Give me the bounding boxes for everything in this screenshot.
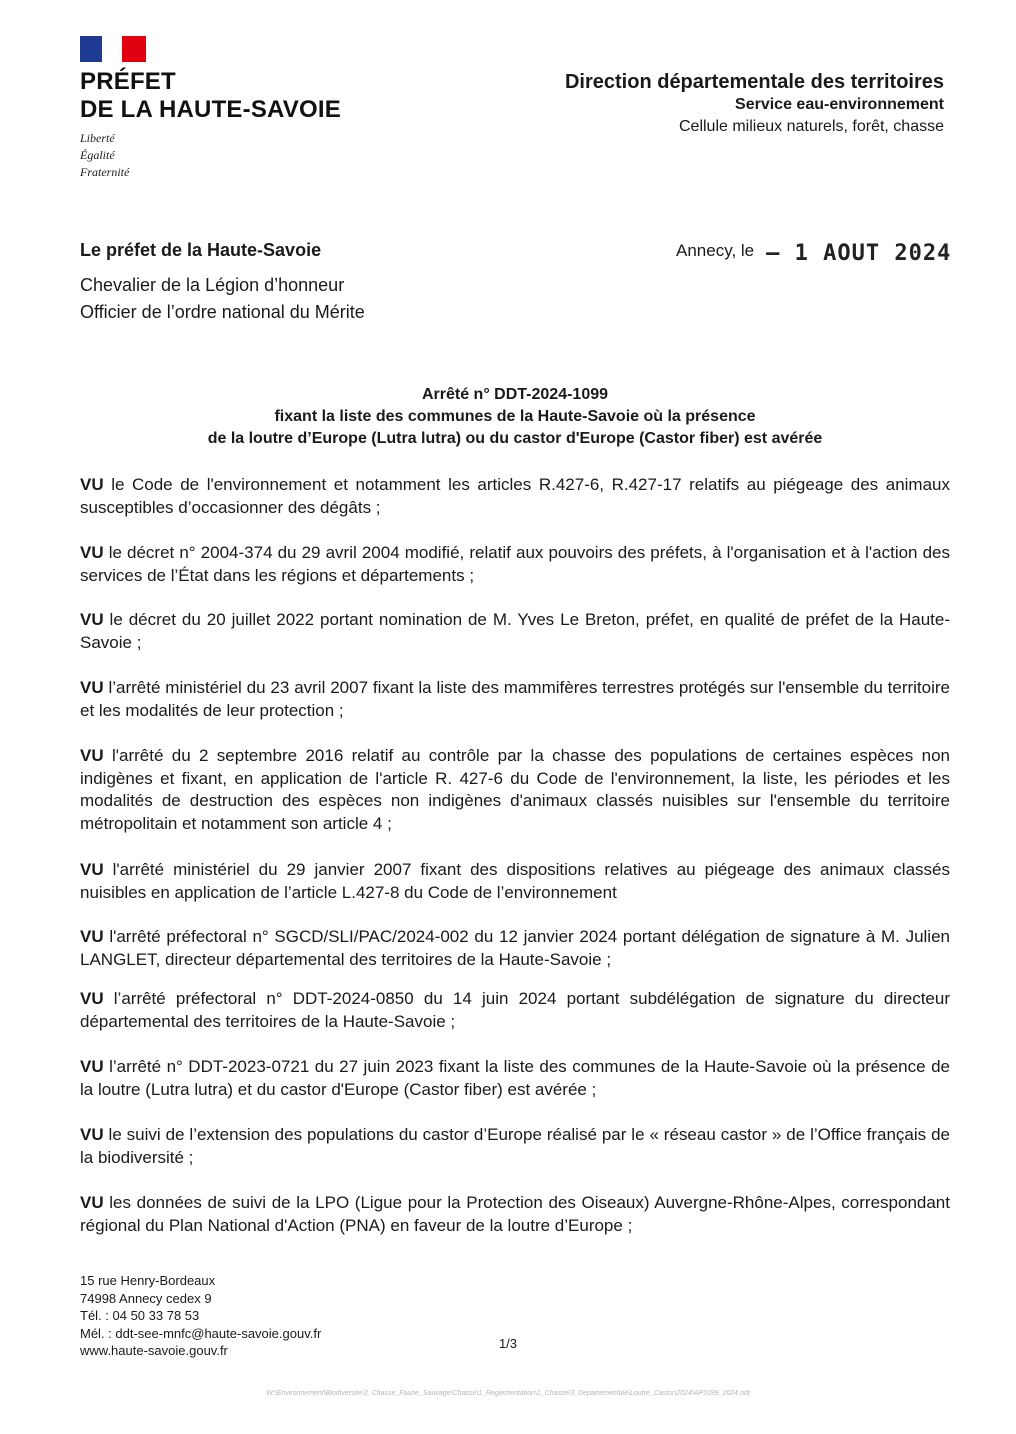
visa-paragraph bbox=[80, 609, 950, 654]
vu-keyword: VU bbox=[80, 678, 104, 697]
visa-text: le Code de l'environnement et notamment les articles R.427-6, R.427-17 relatifs au piégeage des animaux susceptibles d’occasionner des dégâts ; bbox=[80, 475, 950, 517]
arrete-number: Arrêté n° DDT-2024-1099 bbox=[421, 386, 609, 403]
visa-text: les données de suivi de la LPO (Ligue pour la Protection des Oiseaux) Auvergne-Rhône-Alpes, correspondant régional du Plan National d'Action (PNA) en faveur de la loutre d’Europe ; bbox=[80, 1193, 950, 1235]
visa-text: le décret n° 2004-374 du 29 avril 2004 modifié, relatif aux pouvoirs des préfets, à l'organisation et à l'action des services de l’État dans les régions et départements ; bbox=[80, 543, 950, 585]
visa-paragraph bbox=[80, 745, 950, 835]
visa-text: l'arrêté préfectoral n° SGCD/SLI/PAC/2024-002 du 12 janvier 2024 portant délégation de signature à M. Julien LANGLET, directeur départemental des territoires de la Haute-Savoie ; bbox=[80, 927, 950, 969]
date-stamp: – 1 AOUT 2024 bbox=[766, 241, 952, 266]
motto-egalite: Égalité bbox=[80, 148, 115, 162]
vu-keyword: VU bbox=[80, 475, 104, 494]
visa-paragraph bbox=[80, 926, 950, 971]
motto bbox=[80, 130, 341, 181]
vu-keyword: VU bbox=[80, 746, 104, 765]
visa-paragraph bbox=[80, 859, 950, 904]
signatory-title: Le préfet de la Haute-Savoie bbox=[80, 240, 322, 260]
visa-paragraph bbox=[80, 474, 950, 519]
visa-text: le décret du 20 juillet 2022 portant nomination de M. Yves Le Breton, préfet, en qualité de préfet de la Haute-Savoie ; bbox=[80, 610, 950, 652]
direction-title: Direction départementale des territoires bbox=[564, 71, 944, 93]
signatory-block bbox=[80, 238, 365, 326]
vu-keyword: VU bbox=[80, 1057, 104, 1076]
vu-keyword: VU bbox=[80, 860, 104, 879]
footer-website: www.haute-savoie.gouv.fr bbox=[80, 1343, 228, 1358]
visa-text: l'arrêté ministériel du 29 janvier 2007 fixant des dispositions relatives au piégeage des animaux classés nuisibles en application de l’article L.427-8 du Code de l’environnement bbox=[80, 860, 950, 902]
vu-keyword: VU bbox=[80, 989, 104, 1008]
arrete-title-line: de la loutre d’Europe (Lutra lutra) ou du castor d'Europe (Castor fiber) est avérée bbox=[207, 430, 823, 447]
visa-text: l’arrêté n° DDT-2023-0721 du 27 juin 2023 fixant la liste des communes de la Haute-Savoie où la présence de la loutre (Lutra lutra) et du castor d'Europe (Castor fiber) est avérée ; bbox=[80, 1057, 950, 1099]
signatory-honor: Chevalier de la Légion d’honneur bbox=[80, 275, 345, 295]
visa-paragraph bbox=[80, 1056, 950, 1101]
prefecture-name-line2: DE LA HAUTE-SAVOIE bbox=[80, 96, 341, 123]
visa-text: l'arrêté du 2 septembre 2016 relatif au contrôle par la chasse des populations de certaines espèces non indigènes et fixant, en application de l'article R. 427-6 du Code de l'environnement, la liste, les périodes et les modalités de destruction des espèces non indigènes d'animaux classés nuisibles sur l'ensemble du territoire métropolitain et notamment son article 4 ; bbox=[80, 746, 950, 833]
motto-liberte: Liberté bbox=[80, 131, 115, 145]
signatory-honor: Officier de l’ordre national du Mérite bbox=[80, 302, 365, 322]
footer-address: 15 rue Henry-Bordeaux bbox=[80, 1273, 216, 1288]
dateline-label: Annecy, le bbox=[676, 241, 755, 260]
service-name: Service eau-environnement bbox=[735, 96, 944, 113]
prefecture-name bbox=[80, 68, 341, 124]
footer-phone: Tél. : 04 50 33 78 53 bbox=[80, 1308, 200, 1323]
vu-keyword: VU bbox=[80, 610, 104, 629]
file-path: W:\Environnement\Biodiversite\3_Chasse_Faune_Sauvage\Chasse\1_Reglementation\1_Chasse\3_Departementale\Loutre_Castor\2024\AP1099_2024.odt bbox=[266, 1390, 750, 1397]
visa-text: le suivi de l’extension des populations du castor d’Europe réalisé par le « réseau castor » de l’Office français de la biodiversité ; bbox=[80, 1125, 950, 1167]
footer-email: Mél. : ddt-see-mnfc@haute-savoie.gouv.fr bbox=[80, 1325, 322, 1341]
republic-logo bbox=[80, 36, 341, 181]
arrete-title-line: fixant la liste des communes de la Haute-Savoie où la présence bbox=[274, 408, 756, 425]
issuing-service bbox=[565, 70, 944, 138]
visa-paragraph bbox=[80, 1124, 950, 1169]
vu-keyword: VU bbox=[80, 543, 104, 562]
dateline bbox=[676, 238, 952, 266]
visa-text: l’arrêté ministériel du 23 avril 2007 fixant la liste des mammifères terrestres protégés sur l'ensemble du territoire et les modalités de leur protection ; bbox=[80, 678, 950, 720]
visa-paragraph bbox=[80, 677, 950, 722]
vu-keyword: VU bbox=[80, 927, 104, 946]
visa-paragraph bbox=[80, 988, 950, 1033]
motto-fraternite: Fraternité bbox=[80, 165, 130, 179]
footer-city: 74998 Annecy cedex 9 bbox=[80, 1290, 212, 1306]
arrete-heading bbox=[80, 384, 950, 450]
page-number: 1/3 bbox=[498, 1336, 518, 1351]
visa-paragraph bbox=[80, 542, 950, 587]
vu-keyword: VU bbox=[80, 1125, 104, 1144]
marianne-flag-icon bbox=[80, 36, 146, 62]
vu-keyword: VU bbox=[80, 1193, 104, 1212]
prefecture-name-line1: PRÉFET bbox=[80, 68, 176, 95]
cellule-name: Cellule milieux naturels, forêt, chasse bbox=[678, 118, 944, 135]
visa-text: l’arrêté préfectoral n° DDT-2024-0850 du 14 juin 2024 portant subdélégation de signature du directeur départemental des territoires de la Haute-Savoie ; bbox=[80, 989, 950, 1031]
visa-paragraph bbox=[80, 1192, 950, 1237]
